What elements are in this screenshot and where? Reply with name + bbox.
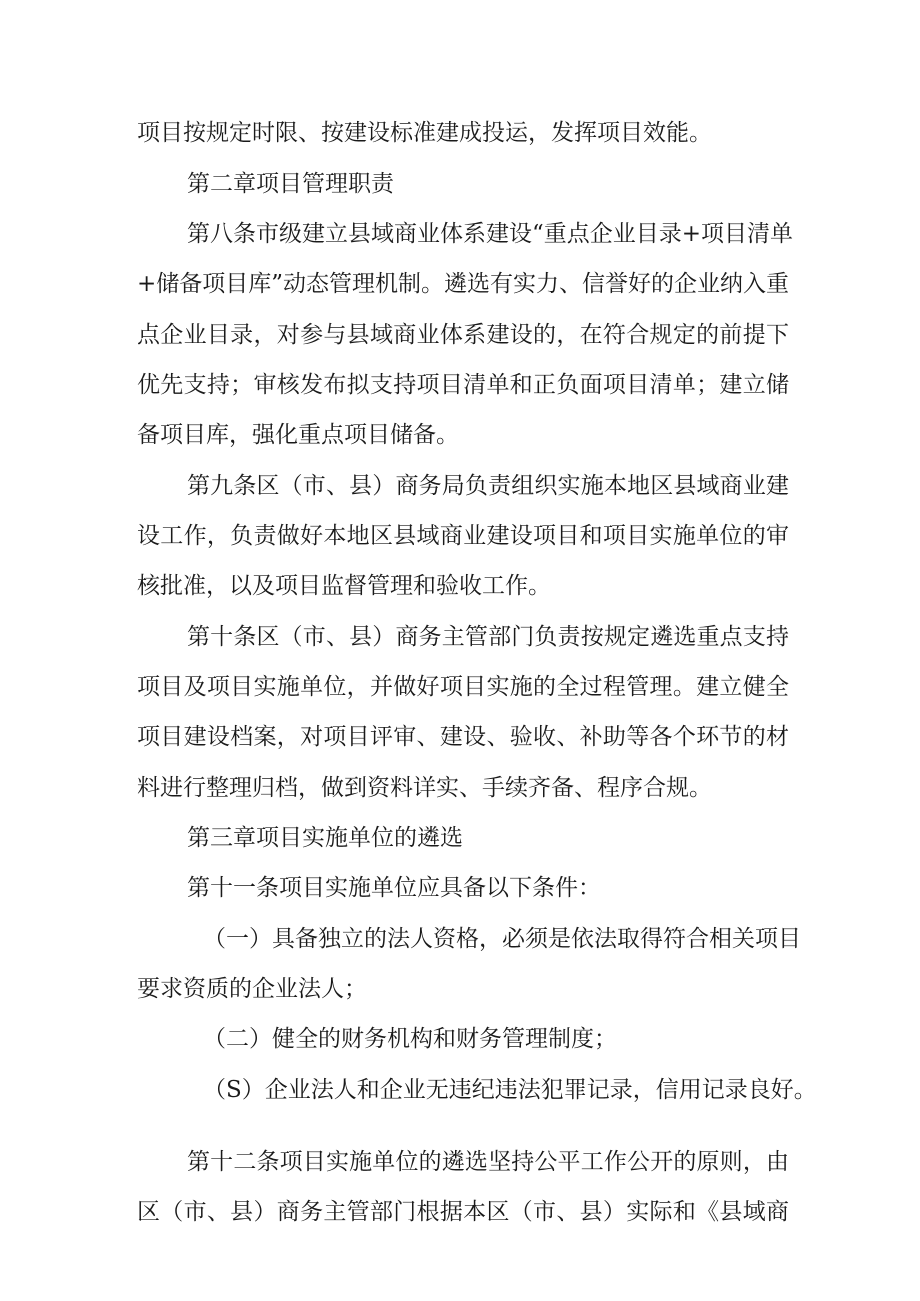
list-item-line: （二）健全的财务机构和财务管理制度；: [203, 1026, 617, 1052]
chapter-heading: 第三章项目实施单位的遴选: [187, 825, 463, 851]
paragraph-line: 项目建设档案，对项目评审、建设、验收、补助等各个环节的材: [137, 724, 789, 750]
list-item-line: （一）具备独立的法人资格，必须是依法取得符合相关项目: [203, 926, 801, 952]
paragraph-line: 优先支持；审核发布拟支持项目清单和正负面项目清单；建立储: [137, 372, 789, 398]
paragraph-line: 项目及项目实施单位，并做好项目实施的全过程管理。建立健全: [137, 674, 789, 700]
paragraph-line: 区（市、县）商务主管部门根据本区（市、县）实际和《县域商: [137, 1199, 789, 1225]
chapter-heading: 第二章项目管理职责: [187, 171, 394, 197]
paragraph-line: 点企业目录，对参与县域商业体系建设的，在符合规定的前提下: [137, 322, 789, 348]
paragraph-line: +储备项目库”动态管理机制。遴选有实力、信誉好的企业纳入重: [137, 271, 790, 297]
paragraph-line: 备项目库，强化重点项目储备。: [137, 422, 459, 448]
paragraph-line: 第十条区（市、县）商务主管部门负责按规定遴选重点支持: [187, 624, 789, 650]
list-item-line: （S）企业法人和企业无违纪违法犯罪记录，信用记录良好。: [203, 1077, 817, 1103]
paragraph-line: 核批准，以及项目监督管理和验收工作。: [137, 573, 551, 599]
paragraph-line: 第九条区（市、县）商务局负责组织实施本地区县域商业建: [187, 473, 789, 499]
paragraph-line: 第八条市级建立县域商业体系建设“重点企业目录+项目清单: [187, 221, 794, 247]
paragraph-line: 设工作，负责做好本地区县域商业建设项目和项目实施单位的审: [137, 523, 789, 549]
paragraph-line: 项目按规定时限、按建设标准建成投运，发挥项目效能。: [137, 120, 712, 146]
paragraph-line: 第十二条项目实施单位的遴选坚持公平工作公开的原则，由: [187, 1149, 789, 1175]
paragraph-line: 第十一条项目实施单位应具备以下条件：: [187, 875, 601, 901]
paragraph-line: 料进行整理归档，做到资料详实、手续齐备、程序合规。: [137, 775, 712, 801]
list-item-line: 要求资质的企业法人；: [137, 976, 367, 1002]
